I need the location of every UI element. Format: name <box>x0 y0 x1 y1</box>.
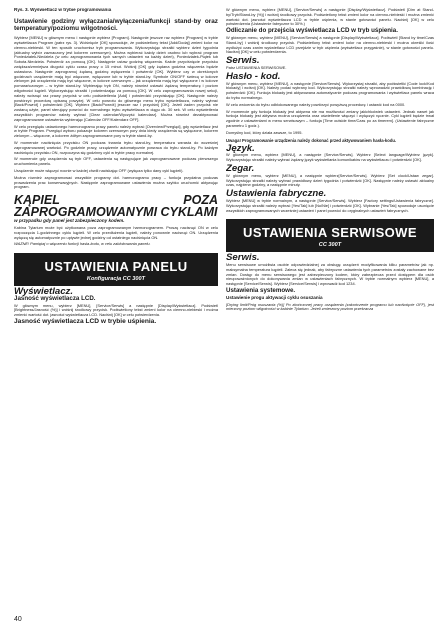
subheading-lcd-brightness: Jasność wyświetlacza LCD. <box>14 294 96 302</box>
big-heading-bath: KĄPIEL POZA ZAPROGRAMOWANYMI CYKLAMI <box>14 193 218 220</box>
left-column <box>14 8 218 609</box>
paragraph: [Drying limit/Próg osuszania (%)] Po zkończonej pracy urządzenia (zakończenie programu lub naciśnięcie OFF), jest mierzony poziom wilgotności w kabinie Tylarium. Jeżeli zmierzony poziom przekracza <box>226 301 434 312</box>
banner-panel-settings <box>14 253 218 286</box>
paragraph: W celu wrócenia do trybu odblokowanego należy powtórzyć powyższą procedurę i ustawić kod na 0000. <box>226 101 406 107</box>
section-title-display: Wyświetlacz. <box>14 286 74 298</box>
paragraph: Wybierz [MENU] w głównym menu i następnie wybierz [Program]. Następnie jeszcze raz wybierz [Program] w trybie wyświetlacza Program (patrz rys. 3). Wciśnięcie [OK] spowoduje, że podświetlony tekst [Add/Dodaj] zmieni kolor na ciemno-niebieski. W ten sposób uruchomisz tryb programowania. Wykorzystując strzałki wybierz dzień tygodnia (aktualny wybór zaznaczony jest kolorem czerwonym). Można wybierać każdy dzień osobno lub wybrać program Poniedziałek-Niedziela (w celu zaprogramowania tych samych ustawień na każdy dzień), Poniedziałek-Piątek lub Sobota-Niedziela. Potwierdź za pomocą [OK]. Następnie ustaw godzinę włączenia. Każde przyciśnięcie przycisku zwiększa/zmniejsza długość cyklu czasu pracy o 15 minut. Wciśnij [OK] gdy żądana godzina włączenia będzie ustawiona. Następnie zaprogramuj żądaną godzinę wyłączenia i potwierdź [OK]. Wybierz czy w określonych godzinach urządzenie mają być włączone, wyłączone lub w trybie stand-by. Symbole ON/OFF świecą w kolorze zielonym jak urządzenia mają być włączone, w kolorze czerwonym – jak urządzenia mają być wyłączone i w kolorze pomarańczowym – w trybie stand-by. Wybierając tryb ON, należy również ustawić żądaną temperaturę i poziom wilgotności kąpieli. Wykorzystując strzałki i potwierdzając za pomocą [OK]. W celu zaprogramowania nowej sekcji, należy wcisnąć raz prawy przycisk w celu podświetlenia [Add] i potwierdzić przyciskając [OK]. Następnie należy powtórzyć procedurę opisaną powyżej. W celu powrotu do głównego menu trybu wyświetlacza, należy wybrać [Back/Powrót] i potwierdzić [OK]. Wybierz [Back/Powrót] jeszcze raz i przyciśnij [OK]. Jeżeli żaden przycisk nie zostaną użyte, panel sterujący powróci do normalnego trybu wyświetlacza w ciągu ok. 30 sek. W celu wyświetlenia wszystkich programów należy wybrać [Clear calendar/Wyczyść kalendarz]. Można również dezaktywować zaprogramowane ustawienia wybierając [Calendar OFF/Kalendarz OFF]. <box>14 35 218 122</box>
banner-title: USTAWIENIA SERWISOWE <box>243 225 417 241</box>
subheading-standby-countdown: Odliczanie do przejścia wyświetlacza LCD w tryb uśpienia. <box>226 27 398 35</box>
section-heading-programming: Ustawienie godziny wyłączania/wyłączenia/funkcji stand-by oraz temperatury/poziomu wilgotności. <box>14 17 218 32</box>
page-number: 40 <box>14 616 22 623</box>
paragraph: Menu serwisowe umożliwia osobie odpowiedzialnej za obsługę urządzeń modyfikowania kilku parametrów jak np. maksymalna temperatura kąpieli. Zaleca się jednak, aby fabryczne ustawienia tych parametrów zostały zachowane bez zmian. Dostęp do menu serwisowego jest zabezpieczony kodem, który zabezpiecza przed dostępem dla osób nieupoważnionych do dokonywania zmian w ustawieniach fabrycznych. W trybie normalnym wybierz [MENU], a następnie [Service/Serwis]. Wybierz [Service/Serwis] i wprowadź kod 1234. <box>226 262 434 287</box>
important-note: WAŻNE! Pamiętaj o włączeniu funkcji hasła-kodu, w celu zablokowania panelu. <box>14 241 151 247</box>
section-title-language: Język. <box>226 142 255 154</box>
paragraph: W głównym menu, wybierz [MENU], [Service/Serwis] a następnie [Display/Wyświetlacz]. Podświetl [Brightness/Jasność (%)] i wciśnij środkowy przycisk. Podświetlony tekst zmieni kolor na ciemno-niebieski i można zmienić wartość dot. jasności wyświetlacza LCD. Naciśnij [OK] w celu potwierdzenia. <box>14 302 218 318</box>
big-heading-subtitle: w przypadku gdy panel jest zabezpieczony kodem. <box>14 218 125 224</box>
right-column <box>226 8 434 609</box>
subheading-drying-limit: Ustawienie progu aktywacji cyklu osuszania <box>226 294 323 300</box>
paragraph: W celu przeglądu ustawionego harmonogramu pracy panelu należy wybrać [Overview/Przegląd], gdy wyświetlacz jest w trybie Program. Przegląd wyboru pokazuje kolorem czerwonym pory dnia kiedy urządzenia są wyłączone, kolorem zielonym – włączone, a kolorem żółtym zaprogramowane pory w trybie stand-by. <box>14 123 218 139</box>
paragraph: W głównym menu, wybierz [MENU], a następnie wybierz[Service/Serwis]. Wybierz [Set clock/Ustaw zegar]. Wykorzystując strzałki należy wybrać prawidłowy dzień tygodnia i potwierdzić [OK]. Następnie należy ustawić aktualny czas, najpierw godziny, a następnie minuty. <box>226 172 434 188</box>
notice-warning: Uwaga! Programowanie urządzenia należy dokonać przed aktywowaniem hasła-kodu. <box>226 137 397 143</box>
section-title-service: Serwis. <box>226 55 260 67</box>
paragraph: W momencie gdy urządzenia są tryb OFF, ustawienia są następujące jak zaprogramowane podczas pierwszego uruchomienia panelu. <box>14 156 218 167</box>
banner-title: USTAWIENIA PANELU <box>44 259 188 275</box>
figure-caption: Rys. 3. Wyświetlacz w trybie programowania <box>14 8 112 12</box>
paragraph: Można również zaprogramować wszystkie programy dot. harmonogramu pracy – funkcja przydatna podczas prowadzenia prac konserwacyjnych. Następnie zaprogramowane ustawienia można szybko uruchomić aktywując program. <box>14 174 218 190</box>
paragraph: Kabina Tylarium może być użytkowana poza zaprogramowanym harmonogramem. Proszę nacisnąć ON w celu rozpoczęcia 1-godzinnego cyklu kąpieli. W celu przedłużenia kąpieli, należy ponownie nacisnąć ON. Urządzenia wyłączą się automatycznie po upływie jednej godziny od ostatniego naciśnięcia ON. <box>14 224 218 240</box>
banner-service-settings <box>226 219 434 252</box>
paragraph: W głównym menu, wybierz [MENU], [Service/Serwis] a następnie [Display/Wyświetlacz]. Podświetl [Dim at Stand-by/Tryb/Stand-by (%)] i wciśnij środkowy przycisk. Podświetlony tekst zmieni kolor na ciemno-niebieski i można zmienić wartość dot. jasności wyświetlacza LCD w trybie uśpienia, w stanie gotowości panelu. Naciśnij [OK] w celu potwierdzenia (Ustawienie fabryczne to 30%.) <box>226 8 434 27</box>
banner-subtitle: Konfiguracja CC 300T <box>86 276 146 283</box>
paragraph: W głównym menu, wybierz [MENU], [Service/Serwis] a następnie [Display/Wyświetlacz]. Podświetl [Stand by time/Czas Stand-by] i wciśnij środkowy przycisk. Podświetlony tekst zmieni kolor na ciemno-niebieski i można określić ilość wydłużyć czas zanim wyświetlacz LCD przejdzie w tryb uśpienia (wyświetlacz przygaśnie), w stanie gotowości panelu. Naciśnij [OK] w celu potwierdzenia. <box>226 34 434 55</box>
section-title-clock: Zegar. <box>226 162 255 174</box>
paragraph: W momencie gdy funkcja blokady jest aktywna nie ma możliwości zmiany jakichkolwiek ustawień. Jednak nawet jak funkcja blokady jest aktywna można urządzenia oraz oświetlenie włączyć i wyłączyć ręcznie. Cykl kąpieli będzie trwał zgodnie z ustawieniami w menu serwisowym – funkcja [Time outside time/Czas po za timerem]. (Ustawienie fabryczne parametru 1 godz.). <box>226 108 434 128</box>
paragraph: Domyślny kod, który działa zawsze, to 1995. <box>226 129 303 135</box>
section-title-service-menu: Serwis. <box>226 252 260 264</box>
section-title-factory: Ustawienia fabryczne. <box>226 188 327 200</box>
section-title-password: Hasło - kod. <box>226 70 281 82</box>
subheading-lcd-standby: Jasność wyświetlacza LCD w trybie uśpienia. <box>14 318 157 326</box>
paragraph: Wybierz [MENU] w trybie normalnym, a następnie [Service/Serwis]. Wybierz [Factory settings/Ustawienia fabryczne]. Wykorzystując strzałki należy wybrać [Yes/Tak] lub [No/Nie] i potwierdzić [OK]. Wybranie [Yes/Tak] spowoduje usunięcie wszystkich zaprogramowanych wcześniej ustawień i panel powróci do oryginalnych ustawień fabrycznych. <box>226 197 434 213</box>
subheading-system-settings: Ustawienia systemowe. <box>226 287 296 295</box>
paragraph: Patrz USTAWIENIA SERWISOWE. <box>226 64 287 70</box>
paragraph: Urządzenie może włączyć nocnie w każdej chwili naciskając OFF (wyłącza tylko dany cykl kąpieli). <box>14 167 184 173</box>
banner-subtitle: CC 300T <box>318 242 342 249</box>
paragraph: W głównym menu, wybierz [MENU], a następnie [Service/Serwis]. Wykorzystaj strzałki, aby podświetlić [Code lock/Kod blokady] i wciśnij [OK]. Należy podać wybrany kod. Wykorzystując strzałki należy wprowadzić prawidłową kombinację i potwierdzić [OK]. Funkcja blokady jest aktywowana automatycznie podczas programowania i wyświetlacz panelu wraca do trybu normalnego. <box>226 80 434 100</box>
paragraph: W momencie naciśnięcia przycisku ON podczas trwania trybu stand-by, temperatura wzrasta do wcześniej zaprogramowanej wartości. Po godzinie pracy, urządzenie automatycznie powraca do trybu stand-by. Po każdym naciśnięciu przycisku ON, rozpoczyna się godzinny cykl w trybie pracy normalnej. <box>14 139 218 155</box>
paragraph: W głównym menu, wybierz [MENU], a następnie [Service/Serwis]. Wybierz [Select language/Wybierz język]. Wykorzystując strzałki należy wybrać żądany język wyświetlania komunikatów na wyświetlaczu i potwierdzić [OK]. <box>226 152 434 163</box>
